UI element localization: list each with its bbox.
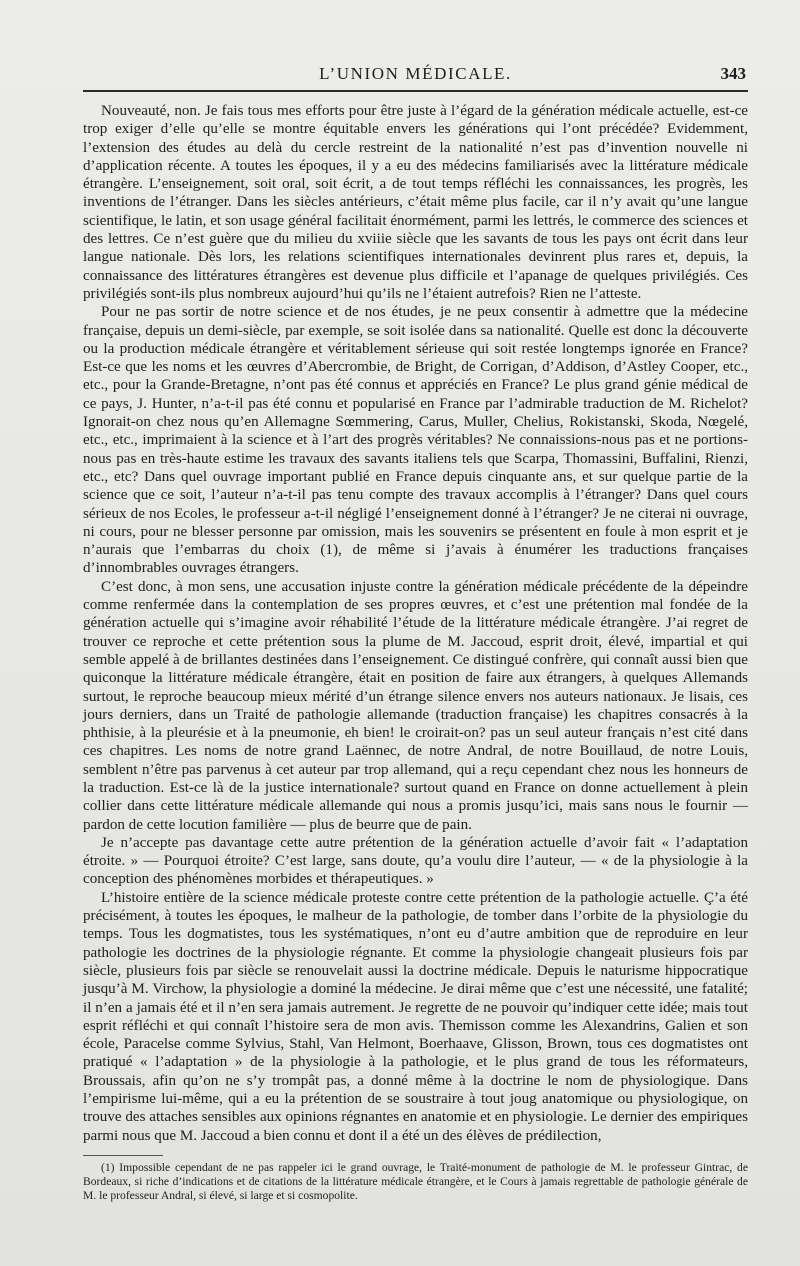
running-title: L’UNION MÉDICALE.	[319, 64, 512, 83]
footnote-divider	[83, 1155, 163, 1156]
page-header	[83, 62, 748, 92]
paragraph-2: Pour ne pas sortir de notre science et de nos études, je ne peux consentir à admettre que la médecine française, depuis un demi-siècle, par exemple, se soit isolée dans sa nationalité. Quelle est donc la découverte ou la production médicale étrangère et véritablement sérieuse qui soit restée longtemps ignorée en France? Est-ce que les noms et les œuvres d’Abercrombie, de Bright, de Corrigan, d’Addison, d’Astley Cooper, etc., etc., pour la Grande-Bretagne, n’ont pas été connus et appréciés en France? Le plus grand génie médical de ce pays, J. Hunter, n’a-t-il pas été connu et popularisé en France par l’admirable traduction de M. Richelot? Ignorait-on chez nous qu’en Allemagne Sœmmering, Carus, Muller, Chelius, Rokistanski, Skoda, Nœgelé, etc., etc., imprimaient à la science et à l’art des progrès véritables? Ne connaissions-nous pas et ne portions-nous pas en très-haute estime les travaux des savants italiens tels que Scarpa, Thomassini, Buffalini, Rienzi, etc., etc? Dans quel ouvrage important publié en France depuis cinquante ans, et sur quelque partie de la science que ce soit, l’auteur n’a-t-il pas tenu compte des travaux accomplis à l’étranger? Dans quel cours sérieux de nos Ecoles, le professeur a-t-il négligé l’enseignement donné à l’étranger? Je ne citerai ni ouvrage, ni cours, pour ne blesser personne par omission, mais les souvenirs se présentent en foule à mon esprit et je n’aurais que l’embarras du choix (1), de même si j’avais à énumérer les traductions françaises d’innombrables ouvrages étrangers.	[83, 304, 748, 577]
paragraph-1: Nouveauté, non. Je fais tous mes efforts pour être juste à l’égard de la génération médicale actuelle, est-ce trop exiger d’elle qu’elle se montre équitable envers les générations qui l’ont précédée? Evidemment, l’extension des études au delà du cercle restreint de la nationalité n’est pas d’invention nouvelle ni d’application récente. A toutes les époques, il y a eu des médecins familiarisés avec la littérature médicale étrangère. L’enseignement, soit oral, soit écrit, a de tout temps réfléchi les connaissances, les progrès, les inventions de l’étranger. Dans les siècles antérieurs, c’était même plus facile, car il n’y avait qu’une langue scientifique, le latin, et son usage général facilitait énormément, parmi les lettrés, le commerce des sciences et des lettres. Ce n’est guère que du milieu du xviiie siècle que les savants de tous les pays ont écrit dans leur langue nationale. Dès lors, les relations scientifiques internationales devinrent plus rares et, depuis, la connaissance des littératures étrangères est devenue plus difficile et l’apanage de quelques privilégiés. Ces privilégiés sont-ils plus nombreux aujourd’hui qu’ils ne l’étaient autrefois? Rien ne l’atteste.	[83, 103, 748, 302]
footnote-1: (1) Impossible cependant de ne pas rappeler ici le grand ouvrage, le Traité-monument de pathologie de M. le professeur Gintrac, de Bordeaux, si riche d’indications et de citations de la littérature médicale étrangère, et le Cours à jamais regrettable de pathologie générale de M. le professeur Andral, si élevé, si large et si cosmopolite.	[83, 1160, 748, 1203]
body-text	[83, 102, 748, 1145]
page-number: 343	[720, 64, 746, 83]
footnotes	[83, 1161, 748, 1204]
paragraph-4: Je n’accepte pas davantage cette autre prétention de la génération actuelle d’avoir fait « l’adaptation étroite. » — Pourquoi étroite? C’est large, sans doute, qu’a voulu dire l’auteur, — « de la physiologie à la conception des phénomènes morbides et thérapeutiques. »	[83, 834, 748, 888]
paragraph-5: L’histoire entière de la science médicale proteste contre cette prétention de la pathologie actuelle. Ç’a été précisément, à toutes les époques, le malheur de la pathologie, de tomber dans l’orbite de la physiologie du temps. Tous les dogmatistes, tous les systématiques, n’ont eu d’autre ambition que de reproduire en leur pathologie les doctrines de la physiologie régnante. Et comme la physiologie changeait plusieurs fois par siècle, plusieurs fois par siècle se renouvelait aussi la doctrine médicale. Depuis le naturisme hippocratique jusqu’à M. Virchow, la physiologie a dominé la médecine. Je dirai même que c’est une nécessité, une fatalité; il n’en a jamais été et il n’en sera jamais autrement. Je regrette de ne pouvoir qu’indiquer cette idée; mais tout esprit réfléchi et qui connaît l’histoire sera de mon avis. Themisson comme les Alexandrins, Galien et son école, Paracelse comme Sylvius, Stahl, Van Helmont, Boerhaave, Glisson, Brown, tous ces dogmatistes ont pratiqué « l’adaptation » de la physiologie à la pathologie, et le plus grand de tous les réformateurs, Broussais, afin qu’on ne s’y trompât pas, a donné même à la doctrine le nom de physiologique. Dans l’empirisme lui-même, qui a eu la prétention de se soustraire à tout joug anatomique ou physiologique, on trouve des attaches sensibles aux opinions régnantes en anatomie et en physiologie. Le dernier des empiriques parmi nous que M. Jaccoud a bien connu et dont il a été un des élèves de prédilection,	[83, 889, 748, 1144]
paragraph-3: C’est donc, à mon sens, une accusation injuste contre la génération médicale précédente de la dépeindre comme renfermée dans la contemplation de ses propres œuvres, et c’est une prétention mal fondée de la génération actuelle qui s’imagine avoir réhabilité l’étude de la littérature médicale étrangère. J’ai regret de trouver ce reproche et cette prétention sous la plume de M. Jaccoud, esprit droit, élevé, impartial et qui semble appelé à de brillantes destinées dans l’enseignement. Ce distingué confrère, qui connaît aussi bien que quiconque la littérature médicale étrangère, était en position de faire aux étrangers, à quelques Allemands surtout, le reproche beaucoup mieux mérité d’un étrange silence envers nos auteurs nationaux. Je lisais, ces jours derniers, dans un Traité de pathologie allemande (traduction française) les chapitres consacrés à la phthisie, à la pleurésie et à la pneumonie, eh bien! le croirait-on? pas un seul auteur français n’est cité dans ces chapitres. Les noms de notre grand Laënnec, de notre Andral, de notre Bouillaud, de notre Louis, semblent n’être pas parvenus à cet auteur par trop allemand, qui a reçu cependant chez nous les honneurs de la traduction. Est-ce là de la justice internationale? surtout quand en France on donne actuellement à plein collier dans cette littérature médicale allemande qui nous a promis jusqu’ici, mais sans nous le fournir — pardon de cette locution familière — plus de beurre que de pain.	[83, 578, 748, 833]
